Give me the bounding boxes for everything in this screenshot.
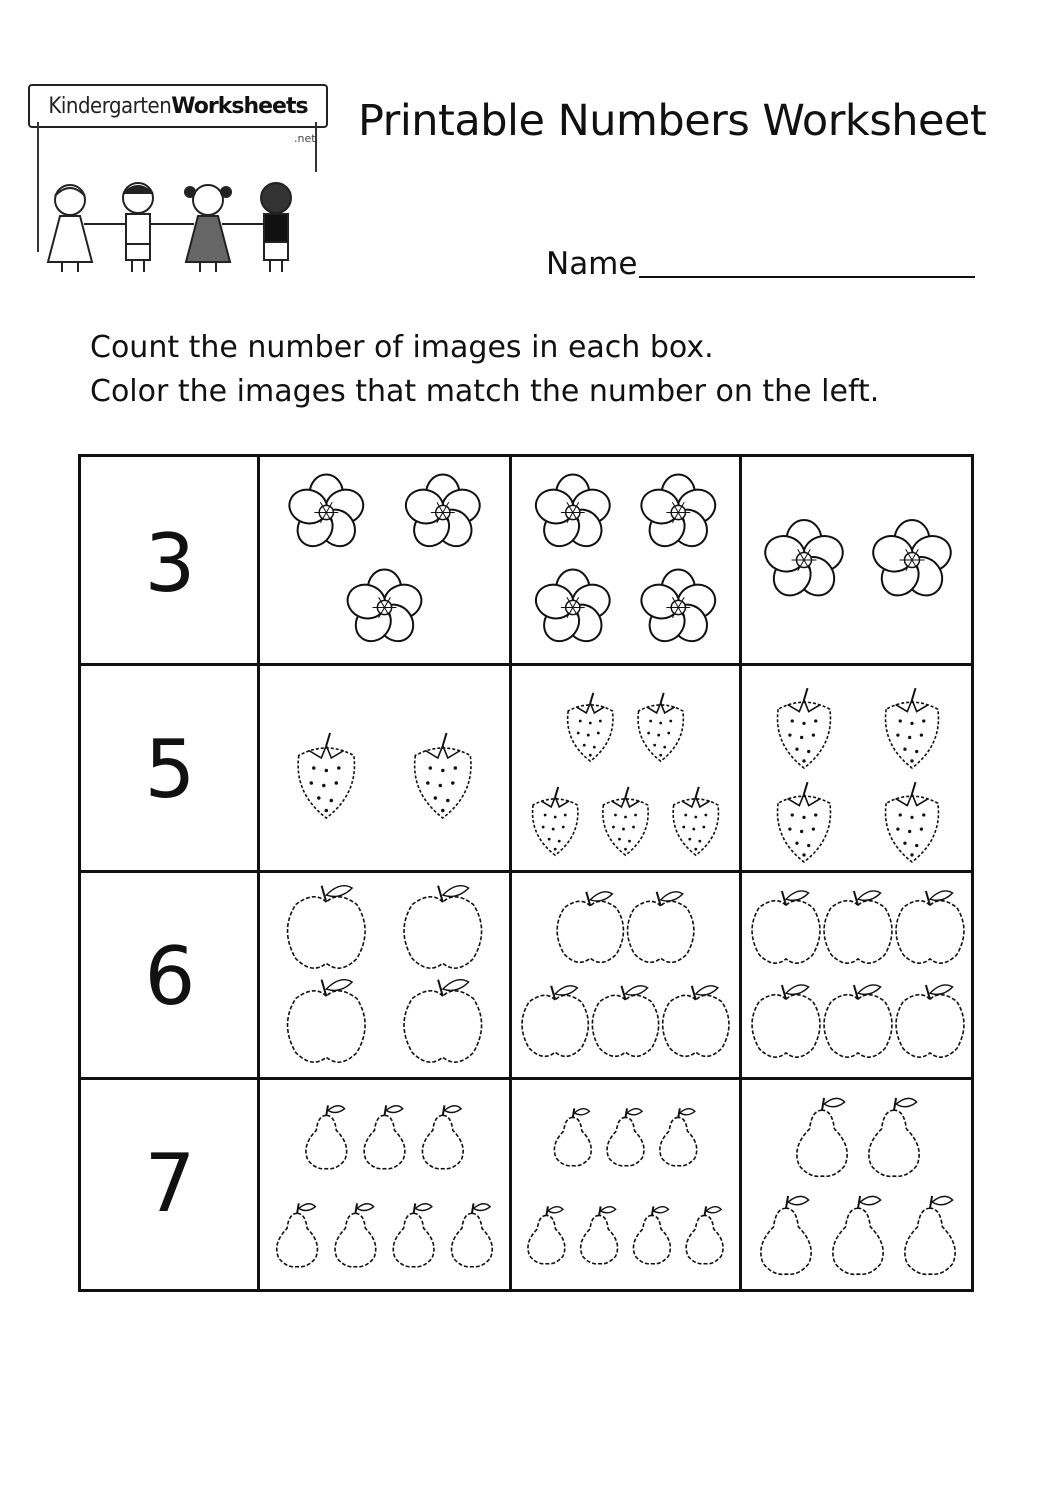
pear-icon[interactable]: [452, 1203, 493, 1266]
strawberry-icon[interactable]: [886, 688, 939, 768]
strawberry-icon[interactable]: [886, 782, 939, 862]
flower-icon[interactable]: [401, 475, 484, 554]
picture-box[interactable]: [512, 666, 739, 870]
pear-icon[interactable]: [364, 1105, 405, 1168]
picture-box[interactable]: [260, 873, 509, 1077]
strawberry-icon[interactable]: [415, 733, 471, 818]
flower-icon[interactable]: [531, 570, 614, 649]
apple-icon[interactable]: [592, 986, 658, 1057]
row-number-1: 3: [144, 517, 196, 610]
apple-icon[interactable]: [824, 985, 892, 1057]
pear-icon[interactable]: [393, 1203, 434, 1266]
strawberry-icon[interactable]: [533, 787, 578, 855]
strawberry-icon[interactable]: [638, 693, 683, 761]
picture-box[interactable]: [512, 457, 739, 663]
picture-box[interactable]: [512, 873, 739, 1077]
picture-box[interactable]: [260, 1080, 509, 1292]
logo-suffix: .net: [294, 132, 316, 145]
picture-box[interactable]: [512, 1080, 739, 1292]
logo-text-worksheets: Worksheets: [171, 93, 308, 119]
name-write-line[interactable]: [639, 276, 975, 278]
strawberry-icon[interactable]: [603, 787, 648, 855]
instruction-line-2: Color the images that match the number on the left.: [90, 374, 880, 409]
strawberry-icon[interactable]: [568, 693, 613, 761]
strawberry-icon[interactable]: [298, 733, 354, 818]
pear-icon[interactable]: [869, 1098, 919, 1176]
counting-grid: [78, 454, 974, 1292]
picture-box[interactable]: [260, 666, 509, 870]
row-number-4: 7: [144, 1137, 196, 1230]
apple-icon[interactable]: [663, 986, 729, 1057]
kids-illustration-icon: [18, 112, 338, 272]
picture-box[interactable]: [742, 873, 974, 1077]
flower-icon[interactable]: [869, 520, 956, 603]
instruction-line-1: Count the number of images in each box.: [90, 330, 714, 365]
pear-icon[interactable]: [633, 1206, 670, 1263]
pear-icon[interactable]: [686, 1206, 723, 1263]
flower-icon[interactable]: [531, 475, 614, 554]
flower-icon[interactable]: [343, 570, 426, 649]
flower-icon[interactable]: [637, 475, 720, 554]
logo-text-kindergarten: Kindergarten: [48, 93, 172, 119]
apple-icon[interactable]: [557, 892, 623, 963]
strawberry-icon[interactable]: [778, 688, 831, 768]
apple-icon[interactable]: [896, 891, 964, 963]
apple-icon[interactable]: [404, 886, 482, 968]
apple-icon[interactable]: [288, 980, 366, 1062]
picture-box[interactable]: [260, 457, 509, 663]
pear-icon[interactable]: [335, 1203, 376, 1266]
row-number-3: 6: [144, 930, 196, 1023]
pear-icon[interactable]: [905, 1196, 955, 1274]
pear-icon[interactable]: [422, 1105, 463, 1168]
pear-icon[interactable]: [581, 1206, 618, 1263]
pear-icon[interactable]: [761, 1196, 811, 1274]
flower-icon[interactable]: [285, 475, 368, 554]
apple-icon[interactable]: [288, 886, 366, 968]
picture-box[interactable]: [742, 1080, 974, 1292]
apple-icon[interactable]: [824, 891, 892, 963]
pear-icon[interactable]: [554, 1108, 591, 1165]
picture-box[interactable]: [742, 457, 974, 663]
strawberry-icon[interactable]: [673, 787, 718, 855]
pear-icon[interactable]: [660, 1108, 697, 1165]
pear-icon[interactable]: [797, 1098, 847, 1176]
site-logo: [18, 72, 338, 272]
page-title: Printable Numbers Worksheet: [358, 96, 987, 146]
pear-icon[interactable]: [277, 1203, 318, 1266]
flower-icon[interactable]: [637, 570, 720, 649]
name-field-row: [546, 246, 975, 282]
flower-icon[interactable]: [761, 520, 848, 603]
row-number-2: 5: [144, 723, 196, 816]
apple-icon[interactable]: [896, 985, 964, 1057]
pear-icon[interactable]: [306, 1105, 347, 1168]
apple-icon[interactable]: [404, 980, 482, 1062]
picture-box[interactable]: [742, 666, 974, 870]
pear-icon[interactable]: [607, 1108, 644, 1165]
instructions: [90, 326, 879, 414]
apple-icon[interactable]: [628, 892, 694, 963]
pear-icon[interactable]: [528, 1206, 565, 1263]
name-label: Name: [546, 246, 638, 282]
strawberry-icon[interactable]: [778, 782, 831, 862]
apple-icon[interactable]: [522, 986, 588, 1057]
pear-icon[interactable]: [833, 1196, 883, 1274]
apple-icon[interactable]: [752, 985, 820, 1057]
apple-icon[interactable]: [752, 891, 820, 963]
